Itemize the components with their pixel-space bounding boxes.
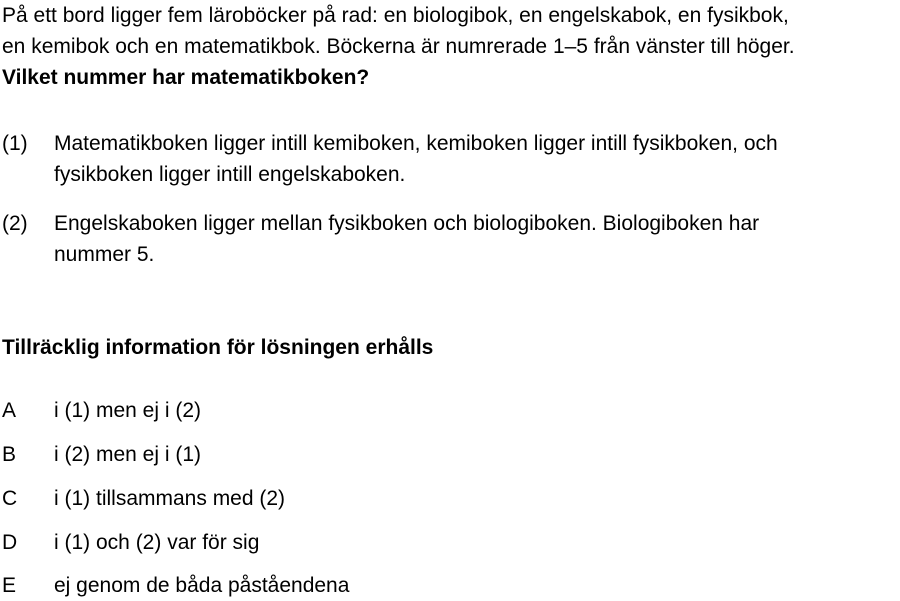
statement-number: (2) <box>2 212 28 235</box>
answer-option-e[interactable] <box>2 570 894 601</box>
option-text: i (1) och (2) var för sig <box>54 531 260 554</box>
option-letter: A <box>2 399 17 422</box>
option-text: i (2) men ej i (1) <box>54 443 202 466</box>
statement-line: Matematikboken ligger intill kemiboken, kemiboken ligger intill fysikboken, och <box>54 132 778 155</box>
option-text: i (1) tillsammans med (2) <box>54 487 286 510</box>
statement-text <box>54 128 894 190</box>
statement-text <box>54 208 894 270</box>
option-letter: B <box>2 443 17 466</box>
statement-1 <box>2 128 894 190</box>
answer-option-d[interactable] <box>2 527 894 558</box>
intro-line-2: en kemibok och en matematikbok. Böckerna är numrerade 1–5 från vänster till höger. <box>2 35 795 58</box>
answer-option-b[interactable] <box>2 439 894 470</box>
intro-line-1: På ett bord ligger fem läroböcker på rad: en biologibok, en engelskabok, en fysikbok, <box>2 4 789 27</box>
option-letter: C <box>2 487 18 510</box>
statement-line: Engelskaboken ligger mellan fysikboken och biologiboken. Biologiboken har <box>54 212 760 235</box>
option-letter: D <box>2 531 18 554</box>
option-letter: E <box>2 574 17 597</box>
statement-number: (1) <box>2 132 28 155</box>
option-text: i (1) men ej i (2) <box>54 399 202 422</box>
sufficiency-heading: Tillräcklig information för lösningen erhålls <box>2 336 434 359</box>
question-text: Vilket nummer har matematikboken? <box>2 66 370 89</box>
answer-option-c[interactable] <box>2 483 894 514</box>
problem-intro <box>2 0 894 93</box>
statement-2 <box>2 208 894 270</box>
statement-line: nummer 5. <box>54 243 155 266</box>
statement-line: fysikboken ligger intill engelskaboken. <box>54 163 406 186</box>
option-text: ej genom de båda påståendena <box>54 574 350 597</box>
answer-option-a[interactable] <box>2 395 894 426</box>
